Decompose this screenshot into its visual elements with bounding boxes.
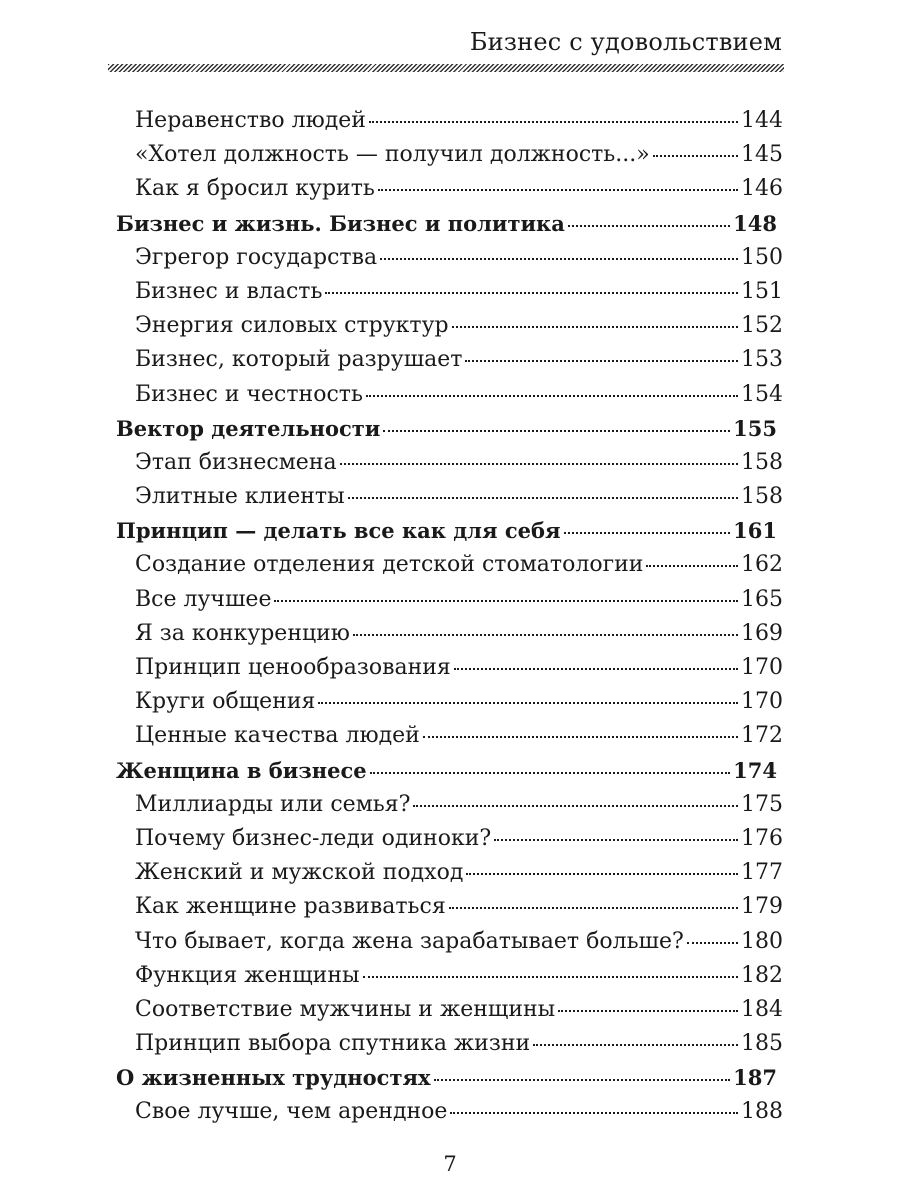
toc-section-entry [116, 723, 783, 757]
dot-leader [380, 258, 738, 260]
toc-section-entry [116, 245, 783, 279]
toc-section-entry [116, 484, 783, 518]
toc-entry-title: Принцип выбора спутника жизни [135, 1031, 531, 1057]
toc-entry-page: 165 [741, 586, 783, 612]
toc-section-entry [116, 108, 783, 142]
dot-leader [353, 634, 738, 636]
dot-leader [413, 805, 738, 807]
dot-leader [533, 1044, 738, 1046]
toc-entry-title: Функция женщины [135, 962, 360, 988]
toc-entry-page: 148 [733, 210, 777, 236]
toc-entry-page: 158 [741, 484, 783, 510]
toc-chapter-entry [116, 758, 783, 792]
dot-leader [564, 532, 731, 534]
toc-section-entry [116, 997, 783, 1031]
toc-entry-title: «Хотел должность — получил должность...» [135, 142, 650, 168]
toc-entry-title: Что бывает, когда жена зарабатывает больше? [135, 928, 684, 954]
toc-section-entry [116, 313, 783, 347]
toc-entry-page: 174 [733, 757, 777, 783]
toc-section-entry [116, 450, 783, 484]
toc-section-entry [116, 963, 783, 997]
toc-entry-title: Этап бизнесмена [135, 449, 337, 475]
toc-entry-page: 182 [741, 962, 783, 988]
toc-entry-page: 185 [741, 1031, 783, 1057]
dot-leader [653, 155, 738, 157]
dot-leader [449, 907, 738, 909]
toc-section-entry [116, 689, 783, 723]
page-number: 7 [443, 1152, 457, 1176]
toc-entry-page: 170 [741, 689, 783, 715]
toc-entry-page: 170 [741, 655, 783, 680]
toc-entry-page: 187 [733, 1065, 777, 1091]
toc-section-entry [116, 792, 783, 826]
toc-entry-page: 144 [741, 108, 783, 133]
dot-leader [434, 1079, 731, 1081]
dot-leader [369, 121, 738, 123]
dot-leader [465, 360, 738, 362]
dot-leader [340, 463, 738, 465]
toc-entry-page: 153 [741, 347, 783, 373]
toc-chapter-entry [116, 1065, 783, 1099]
toc-entry-title: Бизнес и честность [135, 381, 363, 407]
toc-entry-title: О жизненных трудностях [116, 1065, 431, 1091]
toc-section-entry [116, 894, 783, 928]
toc-chapter-entry [116, 211, 783, 245]
dot-leader [466, 873, 738, 875]
dot-leader [348, 497, 738, 499]
toc-entry-page: 180 [741, 928, 783, 954]
toc-entry-page: 154 [741, 381, 783, 407]
toc-section-entry [116, 279, 783, 313]
toc-entry-page: 146 [741, 176, 783, 202]
toc-entry-page: 145 [741, 142, 783, 168]
dot-leader [363, 976, 738, 978]
toc-section-entry [116, 382, 783, 416]
dot-leader [274, 600, 738, 602]
header-rule [108, 64, 784, 72]
toc-entry-page: 188 [741, 1099, 783, 1125]
dot-leader [687, 942, 738, 944]
dot-leader [423, 736, 738, 738]
toc-section-entry [116, 1099, 783, 1133]
toc-section-entry [116, 1031, 783, 1065]
dot-leader [454, 668, 738, 670]
toc-entry-page: 162 [741, 552, 783, 578]
dot-leader [325, 292, 738, 294]
toc-entry-title: Элитные клиенты [135, 484, 345, 510]
toc-entry-title: Неравенство людей [135, 108, 366, 133]
toc-section-entry [116, 347, 783, 381]
toc-entry-page: 184 [741, 996, 783, 1022]
toc-section-entry [116, 826, 783, 860]
toc-entry-title: Женский и мужской подход [135, 860, 464, 886]
toc-section-entry [116, 587, 783, 621]
toc-section-entry [116, 621, 783, 655]
toc-entry-page: 151 [741, 278, 783, 304]
running-title: Бизнес с удовольствием [469, 28, 782, 56]
toc-section-entry [116, 142, 783, 176]
dot-leader [378, 189, 738, 191]
toc-section-entry [116, 860, 783, 894]
toc-entry-page: 176 [741, 825, 783, 851]
toc-entry-page: 169 [741, 620, 783, 646]
toc-entry-title: Как женщине развиваться [135, 894, 446, 920]
toc-chapter-entry [116, 518, 783, 552]
dot-leader [646, 565, 738, 567]
toc-entry-title: Энергия силовых структур [135, 313, 449, 339]
toc-entry-page: 177 [741, 860, 783, 886]
toc-entry-title: Женщина в бизнесе [116, 757, 367, 783]
toc-section-entry [116, 655, 783, 689]
toc-section-entry [116, 176, 783, 210]
toc-entry-page: 179 [741, 894, 783, 920]
toc-chapter-entry [116, 416, 783, 450]
dot-leader [383, 430, 730, 432]
toc-entry-title: Как я бросил курить [135, 176, 375, 202]
toc-entry-page: 175 [741, 791, 783, 817]
toc-entry-title: Свое лучше, чем арендное [135, 1099, 448, 1125]
toc-entry-page: 161 [733, 518, 777, 544]
toc-entry-title: Круги общения [135, 689, 316, 715]
toc-entry-title: Бизнес, который разрушает [135, 347, 463, 373]
toc-section-entry [116, 552, 783, 586]
toc-entry-title: Миллиарды или семья? [135, 791, 411, 817]
dot-leader [568, 225, 730, 227]
dot-leader [558, 1010, 738, 1012]
toc-section-entry [116, 929, 783, 963]
dot-leader [370, 772, 731, 774]
toc-entry-title: Все лучшее [135, 586, 272, 612]
table-of-contents [116, 108, 783, 1134]
dot-leader [452, 326, 738, 328]
toc-entry-title: Бизнес и власть [135, 278, 323, 304]
toc-entry-page: 172 [741, 723, 783, 749]
toc-entry-title: Вектор деятельности [116, 415, 381, 441]
toc-entry-title: Соответствие мужчины и женщины [135, 996, 556, 1022]
toc-entry-title: Почему бизнес-леди одиноки? [135, 825, 492, 851]
toc-entry-title: Я за конкуренцию [135, 620, 350, 646]
toc-entry-title: Бизнес и жизнь. Бизнес и политика [116, 210, 565, 236]
dot-leader [366, 395, 738, 397]
toc-entry-title: Принцип ценообразования [135, 655, 451, 680]
dot-leader [494, 839, 738, 841]
toc-entry-page: 150 [741, 244, 783, 270]
toc-entry-page: 152 [741, 313, 783, 339]
toc-entry-page: 155 [733, 415, 777, 441]
dot-leader [450, 1112, 738, 1114]
toc-entry-page: 158 [741, 449, 783, 475]
dot-leader [318, 702, 738, 704]
toc-entry-title: Принцип — делать все как для себя [116, 518, 561, 544]
toc-entry-title: Эгрегор государства [135, 244, 378, 270]
toc-entry-title: Создание отделения детской стоматологии [135, 552, 644, 578]
toc-entry-title: Ценные качества людей [135, 723, 420, 749]
